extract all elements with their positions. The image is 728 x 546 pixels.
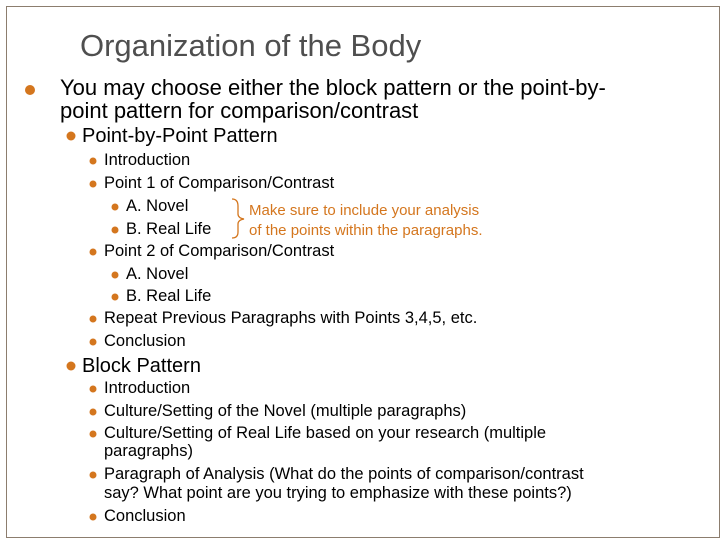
list-item: Repeat Previous Paragraphs with Points 3,4,5, etc. bbox=[104, 309, 478, 327]
list-item: A. Novel bbox=[126, 265, 189, 283]
pbp-heading: Point-by-Point Pattern bbox=[82, 125, 278, 147]
intro-line-2: point pattern for comparison/contrast bbox=[60, 98, 419, 123]
list-item: Introduction bbox=[104, 379, 191, 397]
list-item: Point 2 of Comparison/Contrast bbox=[104, 242, 335, 260]
list-item: Culture/Setting of Real Life based on your research (multiple bbox=[104, 424, 547, 442]
block-heading: Block Pattern bbox=[82, 355, 201, 377]
list-item: B. Real Life bbox=[126, 287, 212, 305]
list-item: A. Novel bbox=[126, 197, 189, 215]
list-item: Paragraph of Analysis (What do the points of comparison/contrast bbox=[104, 465, 584, 483]
list-item: Conclusion bbox=[104, 332, 186, 350]
list-item: paragraphs) bbox=[104, 442, 193, 460]
list-item: Introduction bbox=[104, 151, 191, 169]
intro-line-1: You may choose either the block pattern or the point-by- bbox=[60, 75, 606, 100]
list-item: B. Real Life bbox=[126, 220, 212, 238]
list-item: Conclusion bbox=[104, 507, 186, 525]
list-item: say? What point are you trying to emphasize with these points?) bbox=[104, 484, 572, 502]
slide-title: Organization of the Body bbox=[80, 28, 422, 63]
list-item: Culture/Setting of the Novel (multiple paragraphs) bbox=[104, 402, 467, 420]
annotation-note: Make sure to include your analysis of the points within the paragraphs. bbox=[249, 202, 483, 239]
list-item: Point 1 of Comparison/Contrast bbox=[104, 174, 335, 192]
